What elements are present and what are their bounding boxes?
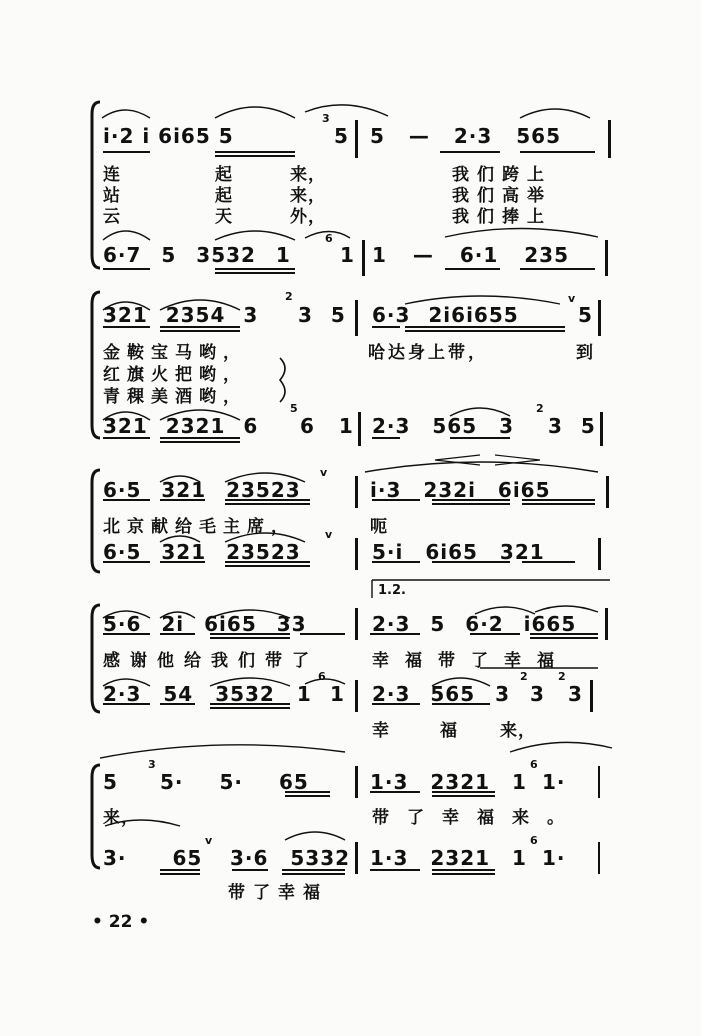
barline bbox=[355, 842, 358, 874]
upper-notes: 321 2354 3 bbox=[103, 303, 259, 327]
grace-note: 3 bbox=[322, 112, 330, 125]
lower-notes: 1 — 6·1 235 bbox=[372, 243, 569, 267]
volta-label: 1.2. bbox=[378, 583, 406, 598]
lyric: 来， bbox=[103, 808, 139, 828]
lower-notes: 3 bbox=[530, 682, 545, 706]
lyric: 北京献给毛主席， bbox=[103, 517, 295, 537]
lyric: 到 bbox=[576, 343, 594, 363]
upper-notes: 3 5 bbox=[298, 303, 346, 327]
upper-notes: 5 — 2·3 565 bbox=[370, 124, 561, 148]
grace-note: 6 bbox=[530, 834, 538, 847]
lyric: 我们跨上 bbox=[452, 165, 552, 185]
upper-notes: 1·3 2321 1 bbox=[370, 770, 527, 794]
barline bbox=[598, 766, 600, 798]
breath-mark: v bbox=[320, 466, 328, 479]
barline bbox=[355, 766, 358, 798]
lyric: 起 bbox=[215, 186, 233, 206]
breath-mark: v bbox=[325, 528, 333, 541]
lower-notes: 1 bbox=[340, 243, 355, 267]
lower-notes: 2·3 565 3 bbox=[372, 414, 515, 438]
lyric: 带了幸福 bbox=[228, 883, 328, 903]
lyric: 来， bbox=[290, 186, 326, 206]
upper-notes: 5 bbox=[334, 124, 349, 148]
lyric: 来， bbox=[290, 165, 326, 185]
lyric: 我们高举 bbox=[452, 186, 552, 206]
upper-notes: 2·3 5 6·2 i665 bbox=[372, 612, 577, 636]
lower-notes: 2·3 565 3 bbox=[372, 682, 511, 706]
breath-mark: v bbox=[205, 834, 213, 847]
lower-notes: 3· 65 bbox=[103, 846, 203, 870]
lower-notes: 2·3 54 3532 1 bbox=[103, 682, 312, 706]
lyric: 幸福带了幸福 bbox=[372, 651, 570, 671]
grace-note: 5 bbox=[290, 402, 298, 415]
breath-mark: v bbox=[568, 292, 576, 305]
grace-note: 3 bbox=[148, 758, 156, 771]
lyric: 感谢他给我们带了 bbox=[103, 651, 319, 671]
grace-note: 6 bbox=[318, 670, 326, 683]
lower-notes: 3·6 5332 bbox=[230, 846, 351, 870]
lyric: 红旗火把哟， bbox=[103, 365, 247, 385]
grace-note: 2 bbox=[520, 670, 528, 683]
lower-notes: 1 bbox=[330, 682, 345, 706]
upper-notes: 5· 5· 65 bbox=[160, 770, 309, 794]
lower-notes: 6 1 bbox=[300, 414, 354, 438]
lyric: 天 bbox=[215, 207, 233, 227]
upper-notes: 5 bbox=[103, 770, 118, 794]
lyric: 云 bbox=[103, 207, 121, 227]
lyric: 我们捧上 bbox=[452, 207, 552, 227]
grace-note: 2 bbox=[536, 402, 544, 415]
upper-notes: i·2 i 6i65 5 bbox=[103, 124, 234, 148]
lower-notes: 3 bbox=[568, 682, 583, 706]
lyric: 哈达身上带， bbox=[368, 343, 488, 363]
lyric: 青稞美酒哟， bbox=[103, 387, 247, 407]
barline bbox=[598, 842, 600, 874]
lower-notes: 1· bbox=[542, 846, 566, 870]
lyric: 福 bbox=[440, 721, 458, 741]
lower-notes: 321 2321 6 bbox=[103, 414, 259, 438]
lyric: 带了幸福来。 bbox=[372, 808, 582, 828]
upper-notes: i·3 232i 6i65 bbox=[370, 478, 551, 502]
lower-notes: 6·7 5 3532 1 bbox=[103, 243, 291, 267]
upper-notes: 6·3 2i6i655 bbox=[372, 303, 519, 327]
lyric: 幸 bbox=[372, 721, 390, 741]
lyric: 站 bbox=[103, 186, 121, 206]
upper-notes: 6·5 321 23523 bbox=[103, 478, 301, 502]
lower-notes: 5·i 6i65 321 bbox=[372, 540, 545, 564]
grace-note: 2 bbox=[285, 290, 293, 303]
lyric: 起 bbox=[215, 165, 233, 185]
upper-notes: 5 bbox=[578, 303, 593, 327]
lyric: 金鞍宝马哟， bbox=[103, 343, 247, 363]
lyric: 呃 bbox=[370, 517, 388, 537]
lyric: 外， bbox=[290, 207, 326, 227]
upper-notes: 1· bbox=[542, 770, 566, 794]
lyric: 连 bbox=[103, 165, 121, 185]
lyric: 来， bbox=[500, 721, 536, 741]
page-number: • 22 • bbox=[92, 912, 150, 932]
upper-notes: 5·6 2i 6i65 33 bbox=[103, 612, 307, 636]
grace-note: 6 bbox=[530, 758, 538, 771]
grace-note: 2 bbox=[558, 670, 566, 683]
lower-notes: 6·5 321 23523 bbox=[103, 540, 301, 564]
lower-notes: 1·3 2321 1 bbox=[370, 846, 527, 870]
grace-note: 6 bbox=[325, 232, 333, 245]
lower-notes: 3 5 bbox=[548, 414, 596, 438]
